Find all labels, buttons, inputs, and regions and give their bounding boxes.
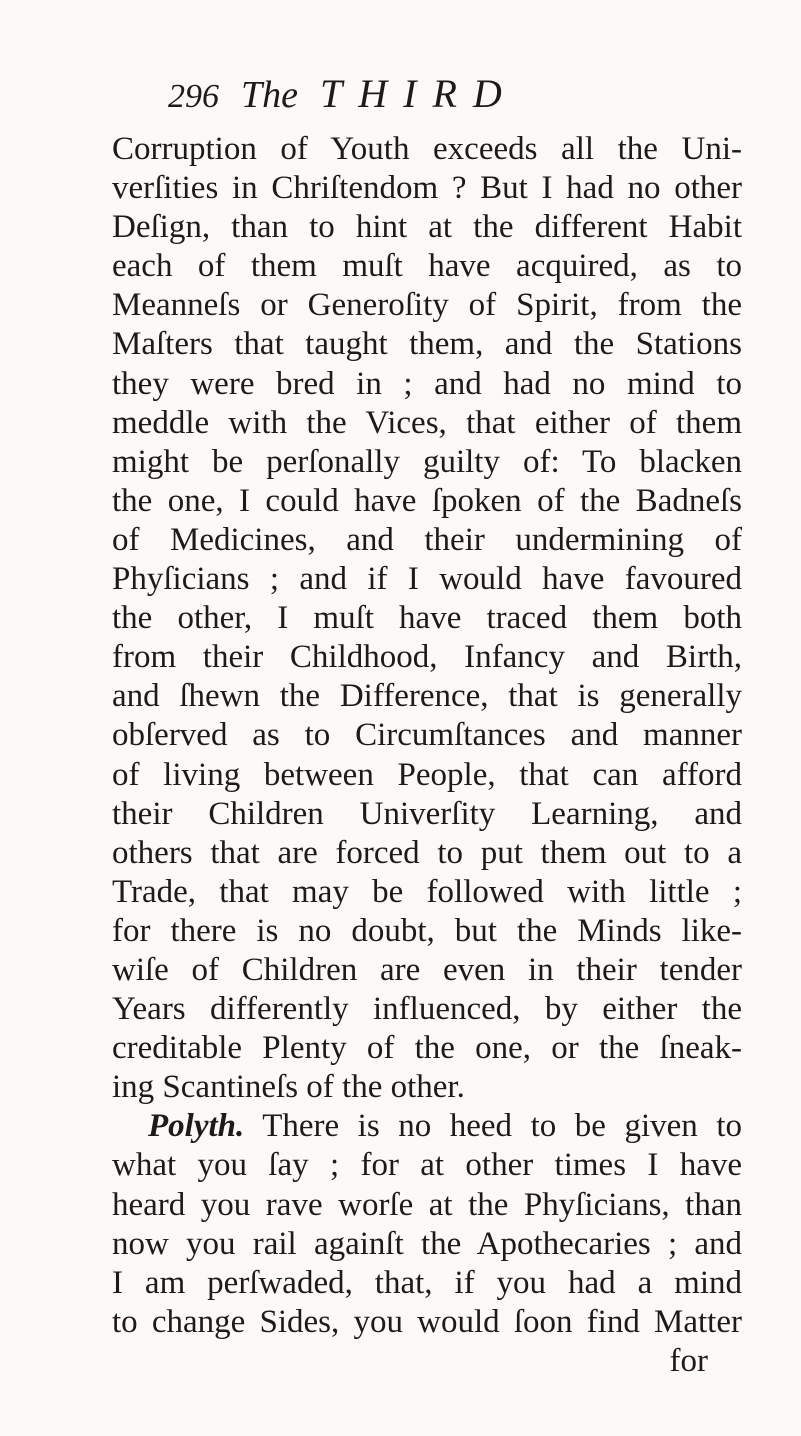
page-number: 296	[168, 78, 219, 115]
body-text	[112, 130, 742, 1381]
speaker-name: Polyth.	[148, 1108, 245, 1145]
running-head	[168, 70, 518, 120]
text-line: obſerved as to Circumſtances and manner	[112, 717, 742, 754]
text-line: their Children Univerſity Learning, and	[112, 795, 742, 832]
text-line: and ſhewn the Difference, that is generally	[112, 678, 742, 715]
text-line-first	[112, 1107, 742, 1146]
text-line: Trade, that may be followed with little ;	[112, 873, 742, 910]
text-line: Years differently influenced, by either the	[112, 991, 742, 1028]
text-line: from their Childhood, Infancy and Birth,	[112, 639, 742, 676]
text-line: the one, I could have ſpoken of the Badneſs	[112, 482, 742, 519]
text-line: Deſign, than to hint at the different Habit	[112, 209, 742, 246]
text-line: Phyſicians ; and if I would have favoured	[112, 561, 742, 598]
text-line: of Medicines, and their undermining of	[112, 521, 742, 558]
text-line: Corruption of Youth exceeds all the Uni-	[112, 131, 742, 167]
text-line: for there is no doubt, but the Minds like-	[112, 912, 742, 949]
text-line: others that are forced to put them out to a	[112, 834, 742, 871]
paragraph-polyth-reply	[112, 1107, 742, 1342]
text-line: might be perſonally guilty of: To blacken	[112, 443, 742, 480]
text-line: what you ſay ; for at other times I have	[112, 1147, 742, 1184]
text-line: of living between People, that can afford	[112, 756, 742, 793]
text-line: Meanneſs or Generoſity of Spirit, from the	[112, 287, 742, 324]
text-line: verſities in Chriſtendom ? But I had no other	[112, 170, 742, 207]
text-line: they were bred in ; and had no mind to	[112, 365, 742, 402]
text-line: meddle with the Vices, that either of them	[112, 404, 742, 441]
text-line: wiſe of Children are even in their tender	[112, 951, 742, 988]
text-line-rest: There is no heed to be given to	[244, 1108, 742, 1145]
running-title-third: THIRD	[320, 71, 518, 116]
text-line: now you rail againſt the Apothecaries ; and	[112, 1225, 742, 1262]
catchword: for	[669, 1342, 708, 1379]
text-line: each of them muſt have acquired, as to	[112, 248, 742, 285]
paragraph-corruption-of-youth	[112, 130, 742, 1107]
text-line: to change Sides, you would ſoon find Matter	[112, 1303, 742, 1340]
running-title-the: The	[241, 74, 298, 116]
text-line: heard you rave worſe at the Phyſicians, than	[112, 1186, 742, 1223]
text-line: creditable Plenty of the one, or the ſneak-	[112, 1030, 742, 1067]
text-line: the other, I muſt have traced them both	[112, 600, 742, 637]
text-line: Maſters that taught them, and the Stations	[112, 326, 742, 363]
text-line: I am perſwaded, that, if you had a mind	[112, 1264, 742, 1301]
text-line: ing Scantineſs of the other.	[112, 1069, 465, 1106]
